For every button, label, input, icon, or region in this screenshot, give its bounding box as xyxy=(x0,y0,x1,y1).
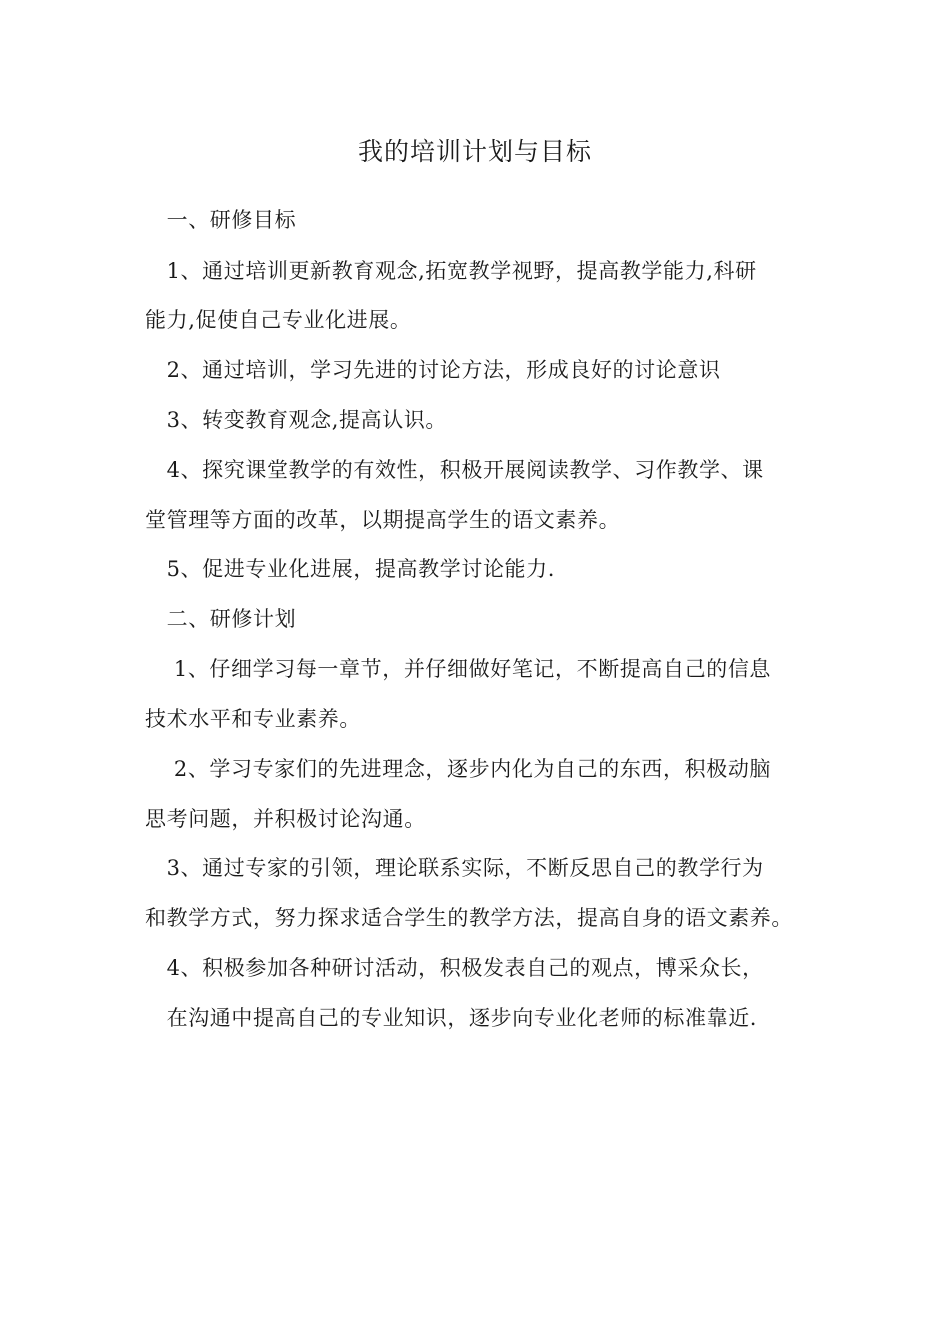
paragraph-line: 3、转变教育观念,提高认识。 xyxy=(145,408,448,432)
paragraph-line: 1、仔细学习每一章节，并仔细做好笔记，不断提高自己的信息 xyxy=(145,657,772,681)
document-title: 我的培训计划与目标 xyxy=(357,137,592,166)
paragraph-line: 5、促进专业化进展，提高教学讨论能力. xyxy=(145,557,556,581)
paragraph-line: 1、通过培训更新教育观念,拓宽教学视野，提高教学能力,科研 xyxy=(145,259,757,283)
section-heading-goals: 一、研修目标 xyxy=(145,208,297,232)
paragraph-line: 4、积极参加各种研讨活动，积极发表自己的观点，博采众长， xyxy=(145,956,764,980)
paragraph-line: 在沟通中提高自己的专业知识，逐步向专业化老师的标准靠近. xyxy=(145,1006,758,1030)
paragraph-line: 能力,促使自己专业化进展。 xyxy=(145,308,412,332)
paragraph-line: 2、通过培训，学习先进的讨论方法，形成良好的讨论意识 xyxy=(145,358,721,382)
section-heading-plan: 二、研修计划 xyxy=(145,607,297,631)
paragraph-line: 3、通过专家的引领，理论联系实际，不断反思自己的教学行为 xyxy=(145,856,764,880)
paragraph-line: 2、学习专家们的先进理念，逐步内化为自己的东西，积极动脑 xyxy=(145,757,772,781)
paragraph-line: 技术水平和专业素养。 xyxy=(145,707,361,731)
paragraph-line: 和教学方式，努力探求适合学生的教学方法，提高自身的语文素养。 xyxy=(145,906,793,930)
paragraph-line: 思考问题，并积极讨论沟通。 xyxy=(145,807,426,831)
paragraph-line: 4、探究课堂教学的有效性，积极开展阅读教学、习作教学、课 xyxy=(145,458,764,482)
paragraph-line: 堂管理等方面的改革，以期提高学生的语文素养。 xyxy=(145,508,621,532)
